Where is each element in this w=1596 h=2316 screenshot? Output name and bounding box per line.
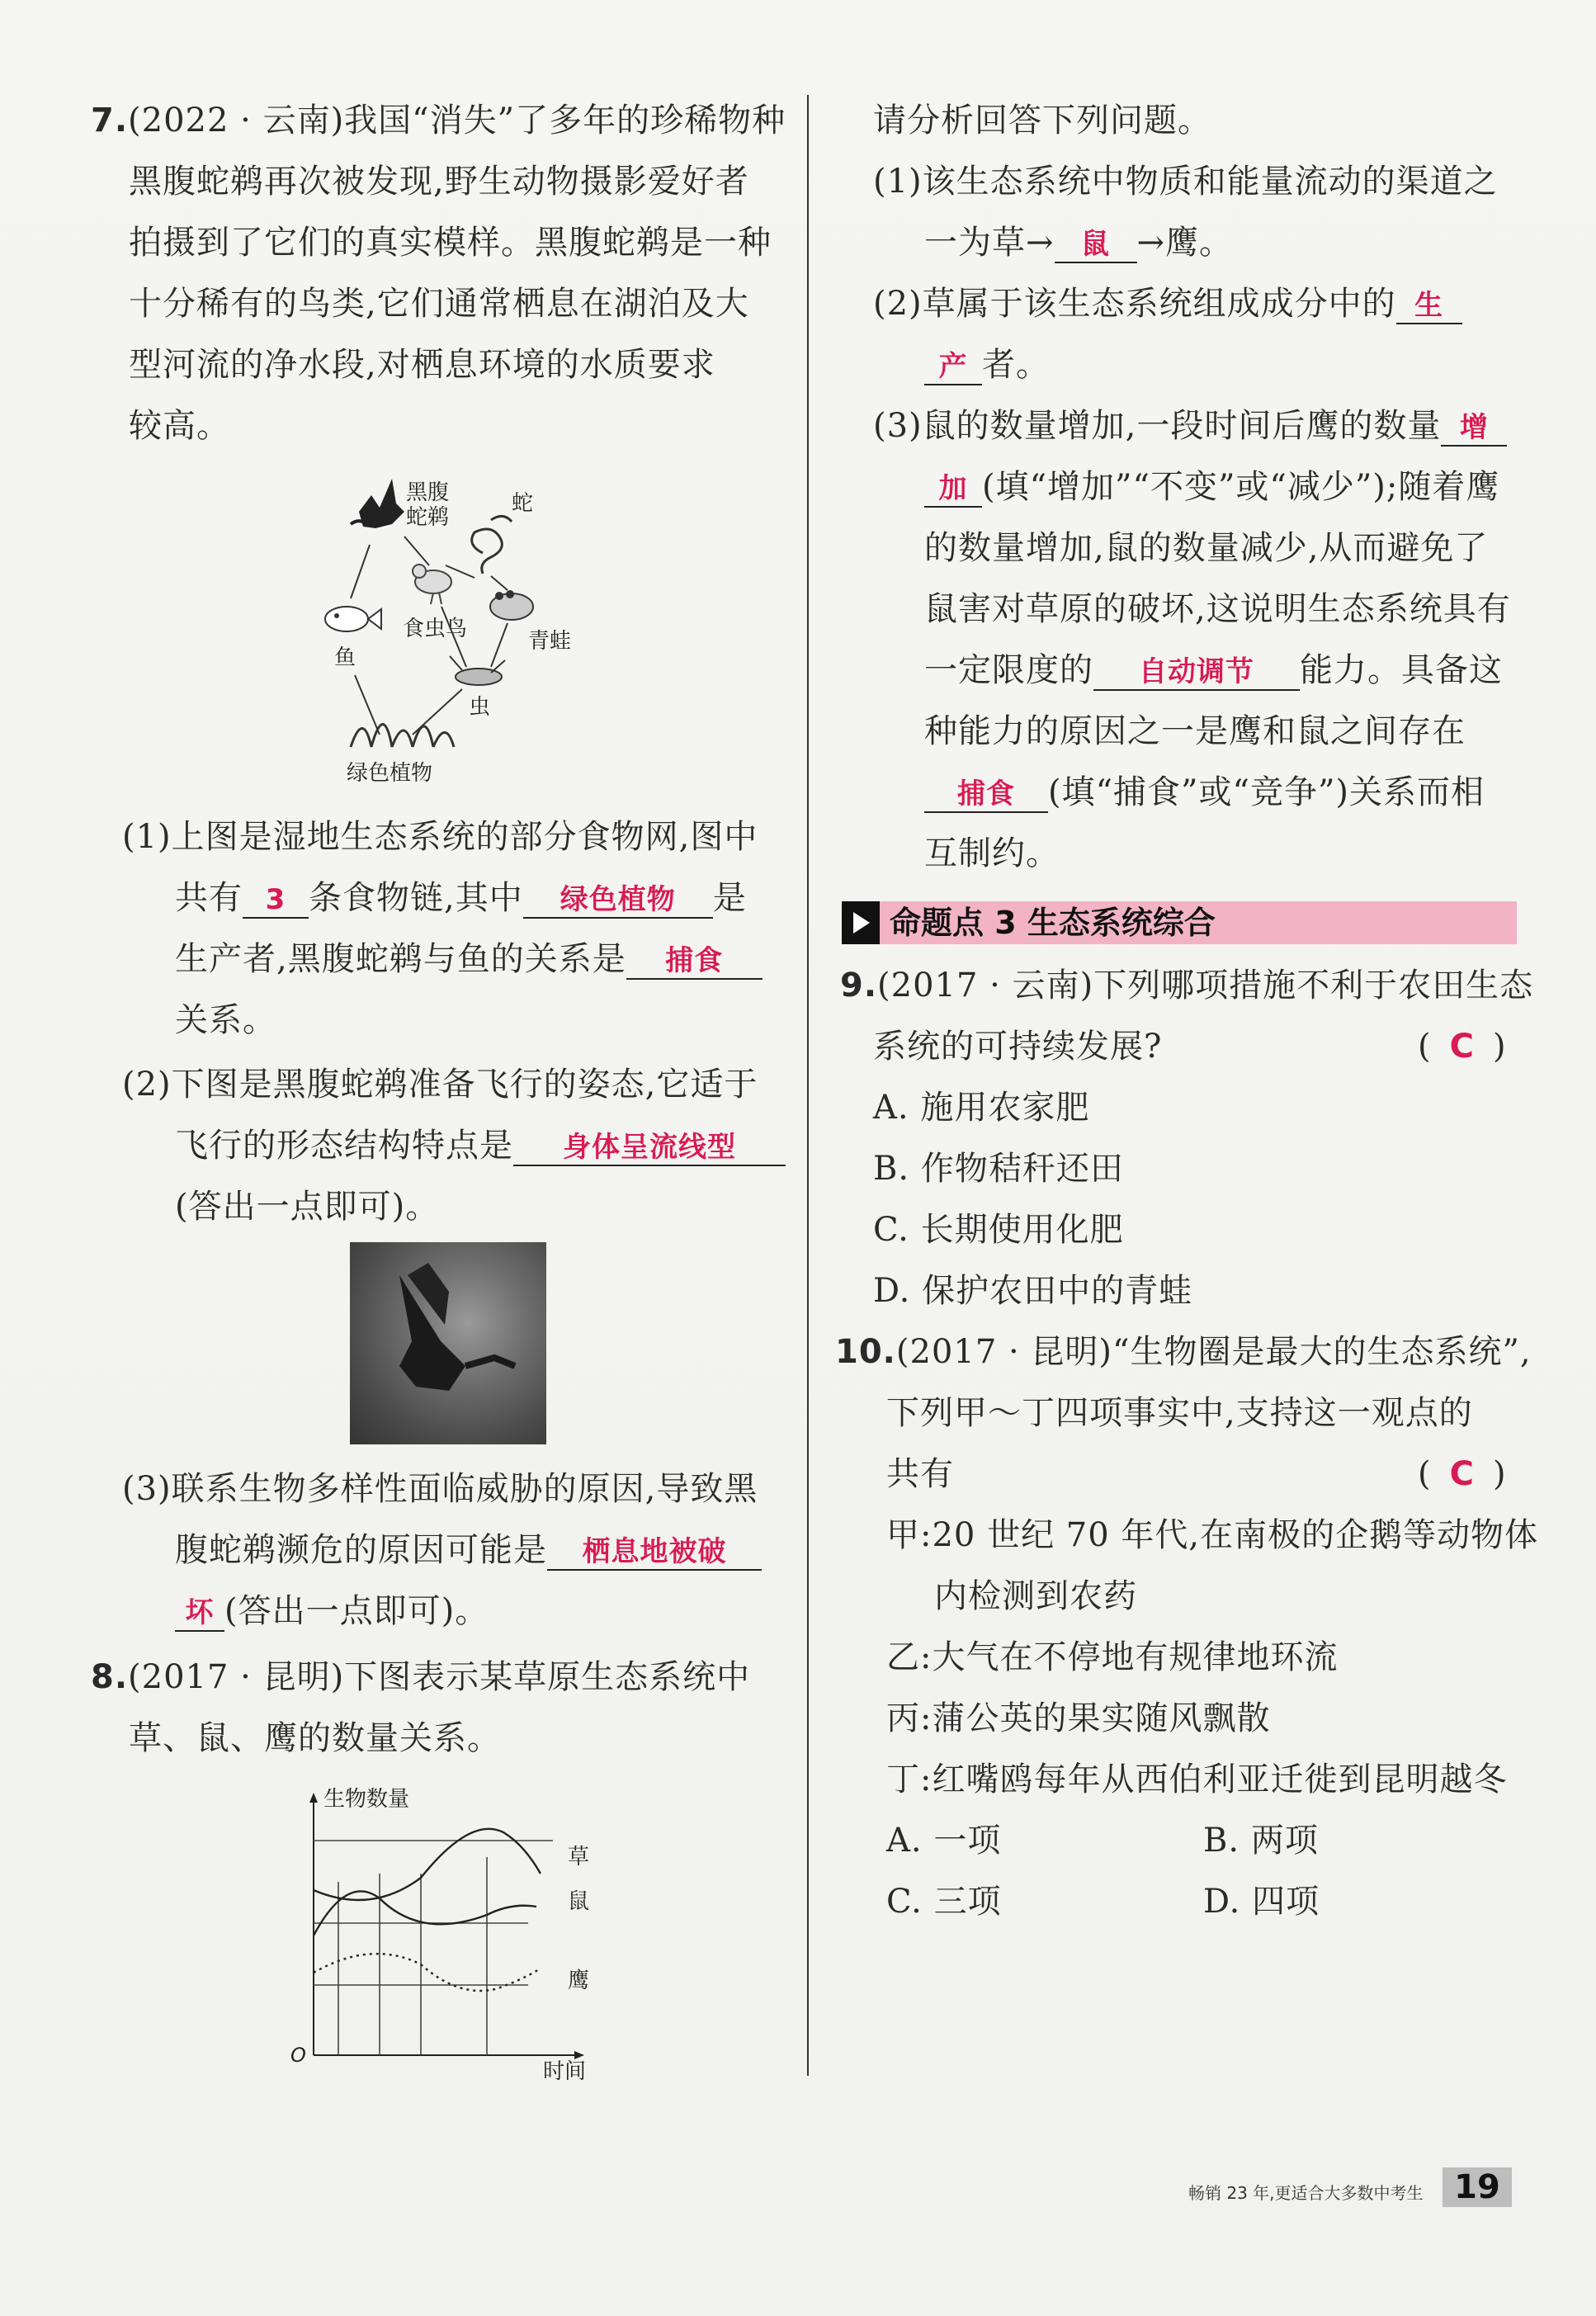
q7-text: (2022 · 云南)我国“消失”了多年的珍稀物种 <box>128 102 786 139</box>
text: (2017 · 云南)下列哪项措施不利于农田生态 <box>877 967 1534 1004</box>
column-divider <box>807 95 809 2076</box>
text: (答出一点即可)。 <box>224 1592 489 1630</box>
q8-number: 8. <box>91 1658 129 1696</box>
answer-blank: 栖息地被破 <box>547 1534 762 1571</box>
text: 生产者,黑腹蛇鹈与鱼的关系是 <box>175 940 626 978</box>
answer-blank: 绿色植物 <box>523 882 713 919</box>
text: (2017 · 昆明)“生物圈是最大的生态系统”, <box>895 1333 1532 1371</box>
text: 一为草→ <box>924 224 1055 262</box>
bird-icon <box>413 565 451 604</box>
answer-blank: 身体呈流线型 <box>513 1130 786 1166</box>
text: 条食物链,其中 <box>309 879 523 917</box>
label-shetihu: 蛇鹈 <box>406 505 450 530</box>
q7-part3-line-1: (3)联系生物多样性面临威胁的原因,导致黑 <box>122 1470 758 1508</box>
frog-icon <box>490 590 533 620</box>
answer-blank: 鼠 <box>1055 227 1137 263</box>
q8-part3-line-1 <box>873 406 1507 447</box>
q9-number: 9. <box>840 967 878 1004</box>
cormorant-icon <box>351 479 404 528</box>
q8-prompt: 请分析回答下列问题。 <box>873 102 1211 139</box>
q7-part1-line-2 <box>175 878 747 919</box>
section-heading: 命题点 3 生态系统综合 <box>890 905 1216 941</box>
grasshopper-icon <box>450 656 505 685</box>
cormorant-photo <box>350 1242 546 1444</box>
answer-blank: 产 <box>924 349 982 385</box>
text: ( <box>1418 1455 1432 1493</box>
text: 能力。具备这 <box>1300 651 1503 689</box>
graph-reference-lines <box>314 1841 553 2055</box>
q7-line-3: 拍摄到了它们的真实模样。黑腹蛇鹈是一种 <box>129 224 772 262</box>
q10-option-b: B. 两项 <box>1203 1822 1319 1860</box>
q7-part3-line-3 <box>175 1591 489 1632</box>
q9-line-2 <box>873 1027 1517 1066</box>
q10-answer-paren <box>1418 1454 1507 1494</box>
q9-option-c: C. 长期使用化肥 <box>873 1211 1124 1249</box>
q7-line-4: 十分稀有的鸟类,它们通常栖息在湖泊及大 <box>129 285 749 323</box>
q7-part2-line-3: (答出一点即可)。 <box>175 1188 440 1226</box>
q7-part1-line-3 <box>175 939 763 980</box>
mouse-label: 鼠 <box>568 1889 590 1914</box>
y-axis-label: 生物数量 <box>323 1787 410 1812</box>
label-plant: 绿色植物 <box>347 761 433 786</box>
origin-label: O <box>290 2044 306 2067</box>
q7-part2-line-1: (2)下图是黑腹蛇鹈准备飞行的姿态,它适于 <box>122 1066 758 1104</box>
q7-part1-line-4: 关系。 <box>175 1001 276 1039</box>
text: (2017 · 昆明)下图表示某草原生态系统中 <box>128 1658 751 1696</box>
q10-item-ding: 丁:红嘴鸥每年从西伯利亚迁徙到昆明越冬 <box>886 1761 1508 1798</box>
q9-answer: C <box>1449 1028 1475 1066</box>
q10-line-2: 下列甲～丁四项事实中,支持这一观点的 <box>886 1394 1473 1432</box>
text: 共有 <box>886 1455 954 1493</box>
text: ( <box>1418 1028 1432 1066</box>
eagle-label: 鹰 <box>568 1969 590 1993</box>
text: ) <box>1492 1455 1507 1493</box>
cormorant-photo-silhouette <box>350 1242 546 1444</box>
q8-part3-line-8: 互制约。 <box>924 834 1060 872</box>
label-heifu: 黑腹 <box>406 480 450 505</box>
text: 者。 <box>982 346 1050 384</box>
q10-option-a: A. 一项 <box>886 1822 1002 1860</box>
q10-item-jia-1: 甲:20 世纪 70 年代,在南极的企鹅等动物体 <box>886 1516 1539 1554</box>
text: ) <box>1492 1028 1507 1066</box>
plant-icon <box>351 725 454 748</box>
label-insect: 虫 <box>469 695 491 720</box>
food-web-diagram <box>314 462 644 792</box>
answer-blank: 坏 <box>175 1595 224 1632</box>
label-bird: 食虫鸟 <box>403 617 468 641</box>
label-snake: 蛇 <box>512 491 534 516</box>
q8-part3-line-2 <box>924 467 1499 508</box>
q8-part3-line-3: 的数量增加,鼠的数量减少,从而避免了 <box>924 529 1489 567</box>
q8-part3-line-4: 鼠害对草原的破坏,这说明生态系统具有 <box>924 590 1511 628</box>
answer-blank: 自动调节 <box>1093 655 1300 691</box>
q8-part2-line-1 <box>873 284 1462 324</box>
answer-blank: 增 <box>1441 410 1507 447</box>
text: (填“增加”“不变”或“减少”);随着鹰 <box>982 468 1500 506</box>
q7-line-5: 型河流的净水段,对栖息环境的水质要求 <box>129 346 715 384</box>
footer-slogan: 畅销 23 年,更适合大多数中考生 <box>1188 2183 1424 2203</box>
q10-option-d: D. 四项 <box>1203 1883 1320 1921</box>
q10-answer: C <box>1449 1455 1475 1493</box>
q10-option-c: C. 三项 <box>886 1883 1002 1921</box>
q10-line-3 <box>886 1454 1517 1494</box>
q10-item-jia-2: 内检测到农药 <box>934 1577 1137 1615</box>
q8-part3-line-6: 种能力的原因之一是鹰和鼠之间存在 <box>924 712 1466 750</box>
q7-line-2: 黑腹蛇鹈再次被发现,野生动物摄影爱好者 <box>129 163 749 201</box>
fish-icon <box>325 607 381 631</box>
q8-part1-line-2 <box>924 223 1233 263</box>
page-number: 19 <box>1443 2167 1512 2207</box>
q8-line-1 <box>91 1657 750 1697</box>
text: (2)草属于该生态系统组成成分中的 <box>873 285 1396 323</box>
q9-answer-paren <box>1418 1027 1507 1066</box>
text: →鹰。 <box>1136 224 1234 262</box>
text: 一定限度的 <box>924 651 1093 689</box>
text: 共有 <box>175 879 243 917</box>
answer-blank: 加 <box>924 471 982 508</box>
answer-blank: 3 <box>243 882 309 919</box>
text: 系统的可持续发展? <box>873 1028 1163 1066</box>
q7-line-1 <box>91 101 786 140</box>
q9-option-a: A. 施用农家肥 <box>873 1089 1090 1127</box>
label-frog: 青蛙 <box>528 629 572 654</box>
q7-number: 7. <box>91 102 129 139</box>
grass-label: 草 <box>568 1845 590 1869</box>
q9-line-1 <box>840 966 1533 1005</box>
q10-item-bing: 丙:蒲公英的果实随风飘散 <box>886 1699 1271 1737</box>
q8-line-2: 草、鼠、鹰的数量关系。 <box>129 1719 501 1757</box>
label-fish: 鱼 <box>334 645 357 670</box>
q10-item-yi: 乙:大气在不停地有规律地环流 <box>886 1638 1339 1676</box>
q10-line-1 <box>835 1332 1532 1372</box>
text: (填“捕食”或“竞争”)关系而相 <box>1048 773 1485 811</box>
mouse-curve <box>314 1891 536 1936</box>
answer-blank: 捕食 <box>626 943 763 980</box>
x-axis-label: 时间 <box>543 2059 587 2080</box>
q9-option-b: B. 作物秸秆还田 <box>873 1150 1124 1188</box>
grass-curve <box>314 1829 541 1900</box>
text: 是 <box>712 879 747 917</box>
snake-icon <box>472 516 512 574</box>
q9-option-d: D. 保护农田中的青蛙 <box>873 1272 1193 1310</box>
q7-part3-line-2 <box>175 1530 762 1571</box>
q10-number: 10. <box>835 1333 896 1371</box>
text: 飞行的形态结构特点是 <box>175 1127 513 1165</box>
answer-blank: 捕食 <box>924 777 1048 813</box>
text: 腹蛇鹈濒危的原因可能是 <box>175 1531 547 1569</box>
q8-part2-line-2 <box>924 345 1050 385</box>
q8-part1-line-1: (1)该生态系统中物质和能量流动的渠道之 <box>873 163 1498 201</box>
q8-part3-line-7 <box>924 773 1485 813</box>
q7-line-6: 较高。 <box>129 407 230 445</box>
q7-part2-line-2 <box>175 1126 786 1166</box>
text: (3)鼠的数量增加,一段时间后鹰的数量 <box>873 407 1442 445</box>
q7-part1-line-1: (1)上图是湿地生态系统的部分食物网,图中 <box>122 818 758 856</box>
play-triangle-icon <box>842 901 880 944</box>
population-graph <box>281 1783 644 2080</box>
answer-blank: 生 <box>1396 288 1462 324</box>
q8-part3-line-5 <box>924 650 1503 691</box>
